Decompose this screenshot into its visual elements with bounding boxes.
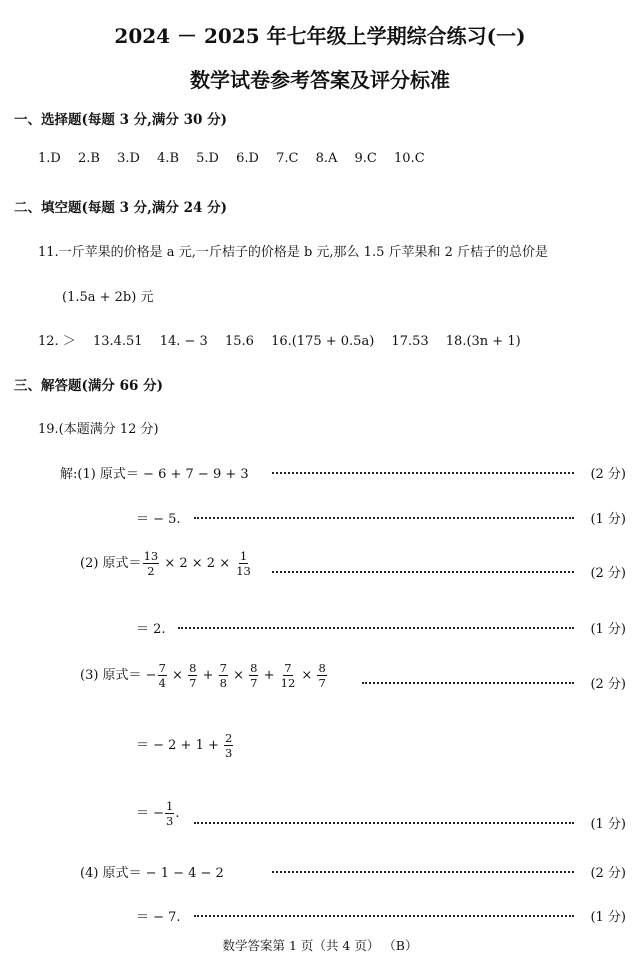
denominator: 2 bbox=[147, 564, 155, 579]
exam-title: 2024 － 2025 年七年级上学期综合练习(一) bbox=[114, 24, 526, 48]
leader-dots bbox=[194, 822, 574, 824]
numerator: 8 bbox=[189, 661, 197, 675]
score-mark: (2 分) bbox=[590, 677, 626, 692]
fraction bbox=[235, 550, 252, 577]
operator: × bbox=[172, 668, 183, 684]
answer-item: 17.53 bbox=[391, 334, 429, 349]
denominator: 13 bbox=[236, 564, 251, 579]
p1-line1: 解:(1) 原式＝ − 6 + 7 − 9 + 3 bbox=[60, 467, 249, 482]
p2-mid: × 2 × 2 × bbox=[164, 556, 231, 572]
score-mark: (1 分) bbox=[590, 622, 626, 637]
denominator: 3 bbox=[166, 814, 174, 829]
leader-dots bbox=[272, 472, 574, 474]
p2-line2: ＝ 2. bbox=[136, 622, 166, 637]
leader-dots bbox=[362, 682, 574, 684]
answer-item: 9.C bbox=[354, 151, 377, 166]
p3-line2-prefix: ＝ − 2 + 1 + bbox=[136, 738, 219, 754]
answer-item: 16.(175 + 0.5a) bbox=[271, 334, 375, 349]
exam-subtitle: 数学试卷参考答案及评分标准 bbox=[190, 68, 450, 92]
fraction bbox=[219, 662, 228, 689]
answer-item: 6.D bbox=[236, 151, 259, 166]
answer-item: 14. − 3 bbox=[159, 334, 208, 349]
p3-line3 bbox=[136, 800, 180, 827]
numerator: 8 bbox=[250, 661, 258, 675]
numerator: 8 bbox=[318, 661, 326, 675]
answer-item: 10.C bbox=[394, 151, 425, 166]
p3-line2 bbox=[136, 732, 234, 759]
numerator: 1 bbox=[166, 799, 174, 813]
numerator: 13 bbox=[143, 549, 159, 563]
numerator: 7 bbox=[219, 661, 227, 675]
answer-item: 3.D bbox=[117, 151, 140, 166]
leader-dots bbox=[194, 915, 574, 917]
score-mark: (2 分) bbox=[590, 566, 626, 581]
section1-answers bbox=[38, 151, 425, 166]
fraction bbox=[188, 662, 197, 689]
answer-item: 8.A bbox=[315, 151, 338, 166]
p2-line1 bbox=[80, 550, 253, 577]
answer-item: 15.6 bbox=[224, 334, 254, 349]
section2-heading: 二、填空题(每题 3 分,满分 24 分) bbox=[14, 200, 227, 216]
q11-answer: (1.5a + 2b) 元 bbox=[62, 290, 154, 305]
fraction bbox=[280, 662, 297, 689]
denominator: 7 bbox=[250, 676, 258, 691]
fraction bbox=[224, 732, 233, 759]
answer-item: 1.D bbox=[38, 151, 61, 166]
operator: × bbox=[233, 668, 244, 684]
p3-prefix: (3) 原式＝ − bbox=[80, 668, 157, 684]
fraction bbox=[165, 800, 174, 827]
answer-item: 4.B bbox=[157, 151, 180, 166]
answer-item: 5.D bbox=[196, 151, 219, 166]
operator: × bbox=[301, 668, 313, 684]
fraction bbox=[249, 662, 258, 689]
p3-line3-suffix: . bbox=[175, 806, 180, 822]
numerator: 7 bbox=[284, 661, 292, 675]
leader-dots bbox=[272, 571, 574, 573]
operator: + bbox=[202, 668, 214, 684]
leader-dots bbox=[194, 517, 574, 519]
numerator: 2 bbox=[225, 731, 233, 745]
section3-heading: 三、解答题(满分 66 分) bbox=[14, 378, 163, 394]
p3-line1 bbox=[80, 662, 328, 689]
denominator: 7 bbox=[189, 676, 197, 691]
p3-line3-prefix: ＝ − bbox=[136, 806, 165, 822]
fraction bbox=[158, 662, 167, 689]
p4-line2: ＝ − 7. bbox=[136, 910, 181, 925]
operator: + bbox=[263, 668, 275, 684]
page-footer: 数学答案第 1 页（共 4 页） （B） bbox=[222, 938, 418, 953]
section2-answers bbox=[38, 330, 521, 349]
answer-item: 12. ＞ bbox=[38, 334, 76, 349]
score-mark: (1 分) bbox=[590, 817, 626, 832]
fraction bbox=[317, 662, 326, 689]
score-mark: (2 分) bbox=[590, 467, 626, 482]
denominator: 12 bbox=[280, 676, 296, 691]
fraction bbox=[143, 550, 160, 577]
leader-dots bbox=[178, 627, 574, 629]
answer-item: 13.4.51 bbox=[92, 334, 143, 349]
section1-heading: 一、选择题(每题 3 分,满分 30 分) bbox=[14, 112, 227, 128]
denominator: 4 bbox=[158, 676, 166, 691]
denominator: 8 bbox=[219, 676, 227, 691]
score-mark: (1 分) bbox=[590, 512, 626, 527]
denominator: 3 bbox=[225, 746, 233, 761]
p2-prefix: (2) 原式＝ bbox=[80, 556, 142, 572]
score-mark: (2 分) bbox=[590, 866, 626, 881]
q11-text: 11.一斤苹果的价格是 a 元,一斤桔子的价格是 b 元,那么 1.5 斤苹果和 2 斤桔子的总价是 bbox=[38, 245, 549, 260]
p4-line1: (4) 原式＝ − 1 − 4 − 2 bbox=[80, 866, 224, 881]
numerator: 1 bbox=[239, 549, 248, 563]
q19-title: 19.(本题满分 12 分) bbox=[38, 422, 159, 437]
denominator: 7 bbox=[318, 676, 326, 691]
score-mark: (1 分) bbox=[590, 910, 626, 925]
answer-item: 18.(3n + 1) bbox=[445, 334, 521, 349]
p1-line2: ＝ − 5. bbox=[136, 512, 181, 527]
numerator: 7 bbox=[158, 661, 166, 675]
leader-dots bbox=[272, 871, 574, 873]
answer-item: 2.B bbox=[77, 151, 100, 166]
answer-item: 7.C bbox=[276, 151, 299, 166]
